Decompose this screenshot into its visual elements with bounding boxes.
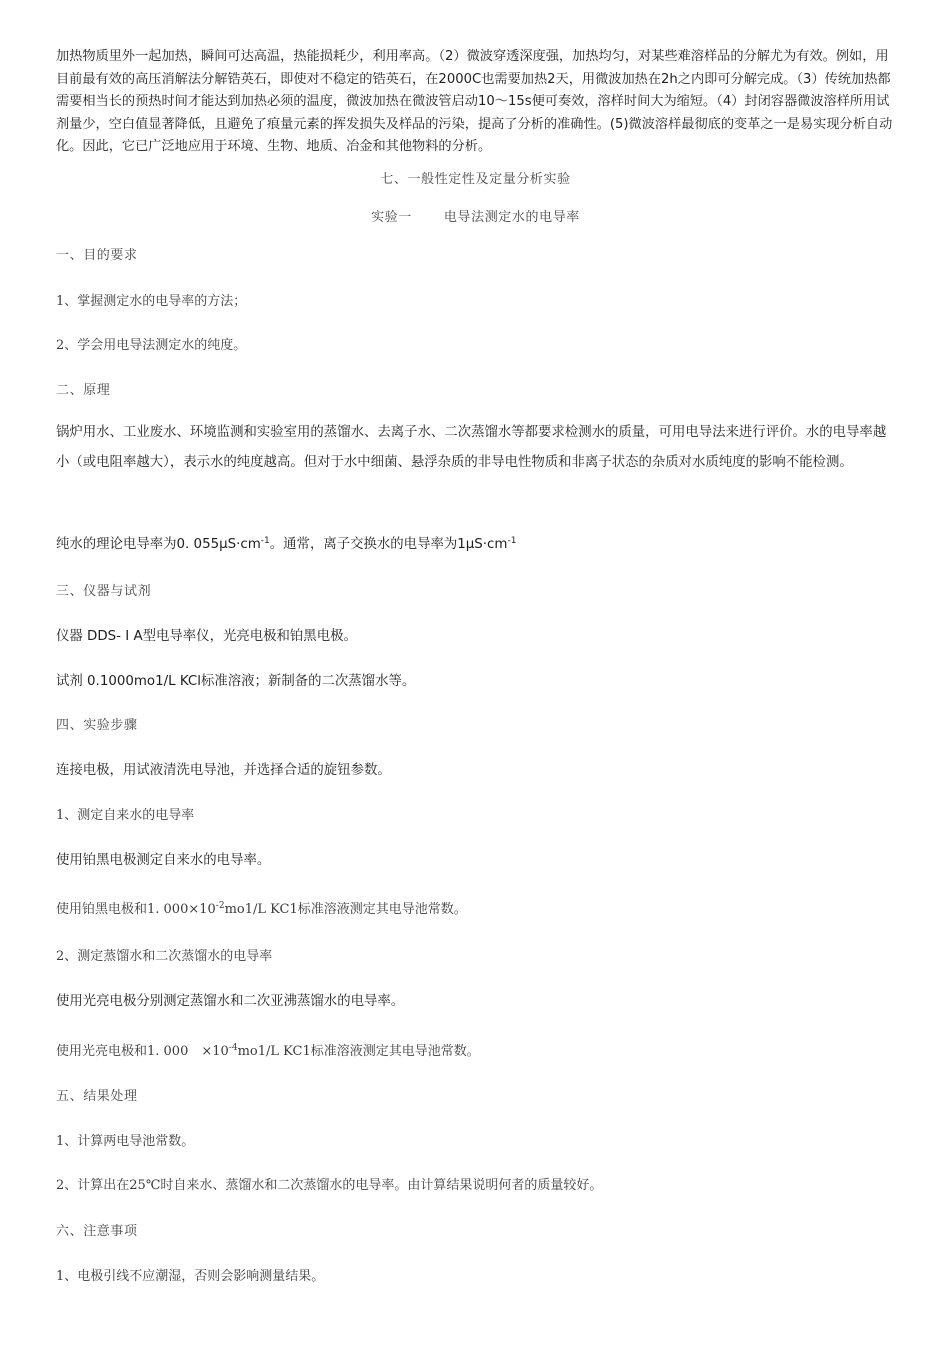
procedure-sub2-step-a: 使用光亮电极分别测定蒸馏水和二次亚沸蒸馏水的电导率。 bbox=[56, 994, 405, 1009]
objective-item-1: 1、掌握测定水的电导率的方法； bbox=[56, 294, 247, 309]
section-heading-instruments: 三、仪器与试剂 bbox=[56, 584, 152, 599]
theoretical-conductivity-line bbox=[56, 533, 516, 552]
section-heading-notes: 六、注意事项 bbox=[56, 1224, 138, 1239]
chapter-title: 七、一般性定性及定量分析实验 bbox=[380, 172, 571, 187]
sub2-b-pre: 使用光亮电极和1. 000 ×10 bbox=[56, 1044, 229, 1059]
sub1-b-pre: 使用铂黑电极和1. 000×10 bbox=[56, 902, 216, 917]
results-item-1: 1、计算两电导池常数。 bbox=[56, 1134, 195, 1149]
sub1-b-post: mo1/L KC1标准溶液测定其电导池常数。 bbox=[224, 902, 467, 917]
procedure-sub-heading-1: 1、测定自来水的电导率 bbox=[56, 808, 195, 823]
theory-text-b: 。通常，离子交换水的电导率为1μS·cm bbox=[269, 537, 508, 552]
section-heading-results: 五、结果处理 bbox=[56, 1089, 138, 1104]
objective-item-2: 2、学会用电导法测定水的纯度。 bbox=[56, 338, 247, 353]
experiment-number: 实验一 bbox=[371, 210, 412, 225]
experiment-title bbox=[0, 206, 951, 225]
section-heading-principle: 二、原理 bbox=[56, 383, 111, 398]
procedure-connect-line: 连接电极，用试液清洗电导池，并选择合适的旋钮参数。 bbox=[56, 763, 391, 778]
sub2-b-exponent: -4 bbox=[228, 1043, 238, 1053]
theory-text-a: 纯水的理论电导率为0. 055μS·cm bbox=[56, 537, 261, 552]
section-heading-objectives: 一、目的要求 bbox=[56, 248, 138, 263]
instruments-line: 仪器 DDS- I A型电导率仪，光亮电极和铂黑电极。 bbox=[56, 629, 357, 644]
procedure-sub2-step-b bbox=[56, 1040, 480, 1059]
intro-text: 加热物质里外一起加热，瞬间可达高温，热能损耗少，利用率高。（2）微波穿透深度强，加热均匀，对某些难溶样品的分解尤为有效。例如，用目前最有效的高压消解法分解锆英石，即使对不稳定的锆英石，在2000C也需要加热2天，用微波加热在2h之内即可分解完成。（3）传统加热都需要相当长的预热时间才能达到加热必须的温度，微波加热在微波管启动10～15s便可奏效，溶样时间大为缩短。（4）封闭容器微波溶样所用试剂量少，空白值显著降低，且避免了痕量元素的挥发损失及样品的污染，提高了分析的准确性。(5)微波溶样最彻底的变革之一是易实现分析自动化。因此，它已广泛地应用于环境、生物、地质、冶金和其他物料的分析。 bbox=[56, 49, 893, 155]
theory-exponent-2: -1 bbox=[507, 536, 517, 546]
intro-paragraph bbox=[56, 46, 898, 159]
section-heading-procedure: 四、实验步骤 bbox=[56, 718, 138, 733]
reagents-line: 试剂 0.1000mo1/L KCl标准溶液；新制备的二次蒸馏水等。 bbox=[56, 674, 416, 689]
procedure-sub1-step-a: 使用铂黑电极测定自来水的电导率。 bbox=[56, 853, 271, 868]
theory-exponent-1: -1 bbox=[260, 536, 270, 546]
procedure-sub1-step-b bbox=[56, 898, 467, 917]
results-item-2: 2、计算出在25℃时自来水、蒸馏水和二次蒸馏水的电导率。由计算结果说明何者的质量较好。 bbox=[56, 1178, 603, 1193]
sub2-b-post: mo1/L KC1标准溶液测定其电导池常数。 bbox=[237, 1044, 480, 1059]
procedure-sub-heading-2: 2、测定蒸馏水和二次蒸馏水的电导率 bbox=[56, 949, 273, 964]
notes-item-1: 1、电极引线不应潮湿，否则会影响测量结果。 bbox=[56, 1269, 325, 1284]
principle-paragraph bbox=[56, 418, 898, 478]
sub1-b-exponent: -2 bbox=[215, 901, 225, 911]
experiment-name: 电导法测定水的电导率 bbox=[443, 210, 580, 225]
principle-text: 锅炉用水、工业废水、环境监测和实验室用的蒸馏水、去离子水、二次蒸馏水等都要求检测水的质量，可用电导法来进行评价。水的电导率越小（或电阻率越大），表示水的纯度越高。但对于水中细菌、悬浮杂质的非导电性物质和非离子状态的杂质对水质纯度的影响不能检测。 bbox=[56, 425, 887, 470]
